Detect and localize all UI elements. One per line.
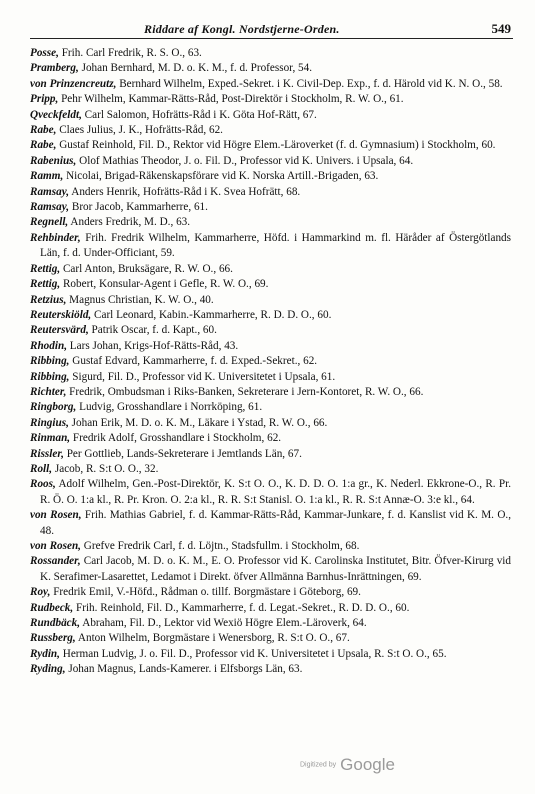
entry-surname: Rissler, [30, 447, 64, 460]
entry-details: Carl Salomon, Hofrätts-Råd i K. Göta Hof-Rätt, 67. [84, 108, 317, 121]
digitization-watermark [300, 755, 395, 775]
entry-details: Ludvig, Grosshandlare i Norrköping, 61. [79, 401, 263, 414]
entry-details: Herman Ludvig, J. o. Fil. D., Professor vid K. Universitetet i Upsala, R. S:t O. O., 65. [62, 647, 447, 660]
digitized-label: Digitized by [299, 761, 337, 769]
register-entry [30, 601, 511, 616]
register-entry [30, 616, 511, 631]
entry-details: Frih. Fredrik Wilhelm, Kammarherre, Höfd. i Hammarkind m. fl. Häråder af Östergötlands Län, f. d. Under-Officiant, 59. [40, 231, 512, 260]
register-entry [30, 308, 511, 323]
register-entry [30, 138, 511, 153]
register-entry [30, 631, 511, 646]
entry-details: Robert, Konsular-Agent i Gefle, R. W. O., 69. [62, 278, 269, 291]
entry-details: Carl Leonard, Kabin.-Kammarherre, R. D. D. O., 60. [94, 308, 332, 321]
register-entry [30, 385, 511, 400]
entry-details: Jacob, R. S:t O. O., 32. [54, 462, 159, 475]
entry-details: Gustaf Edvard, Kammarherre, f. d. Exped.-Sekret., 62. [72, 355, 318, 368]
entry-surname: Pramberg, [30, 62, 79, 75]
entry-details: Carl Anton, Bruksägare, R. W. O., 66. [62, 262, 233, 275]
entry-surname: Ramsay, [30, 185, 70, 198]
entry-details: Bernhard Wilhelm, Exped.-Sekret. i K. Civil-Dep. Exp., f. d. Härold vid K. N. O., 58. [119, 77, 503, 90]
entry-surname: Regnell, [30, 216, 69, 229]
page-number: 549 [491, 21, 511, 36]
entry-surname: Roos, [30, 478, 56, 491]
entry-surname: Rettig, [30, 262, 61, 275]
entry-surname: von Prinzencreutz, [30, 77, 117, 90]
entry-details: Frih. Carl Fredrik, R. S. O., 63. [61, 47, 202, 59]
entry-surname: Rossander, [30, 555, 81, 568]
register-entry [30, 370, 511, 385]
entry-details: Johan Magnus, Lands-Kamerer. i Elfsborgs Län, 63. [68, 663, 303, 676]
entry-surname: Rehbinder, [30, 231, 81, 244]
entry-surname: Rudbeck, [30, 601, 74, 614]
register-entry [30, 354, 511, 369]
entry-details: Johan Erik, M. D. o. K. M., Läkare i Ystad, R. W. O., 66. [71, 416, 328, 429]
entry-details: Adolf Wilhelm, Gen.-Post-Direktör, K. S:t O. O., K. D. D. O. 1:a gr., K. Nederl. Ekkrone-O., R. Pr. R. Ö. O. 1:a kl., R. Pr. Kron. O. 2:a kl., R. R. S:t Stanisl. O. 1:a kl., R. R. S:t Annæ-O. 3:e kl., 64. [40, 478, 511, 506]
register-entry [30, 123, 511, 138]
register-entry [30, 293, 511, 308]
register-entry [30, 262, 511, 277]
entry-surname: Ringius, [30, 416, 69, 429]
register-entry [30, 339, 511, 354]
entry-details: Abraham, Fil. D., Lektor vid Wexiö Högre Elem.-Läroverk, 64. [82, 617, 367, 630]
running-title: Riddare af Kongl. Nordstjerne-Orden. [144, 22, 340, 36]
entry-surname: Ribbing, [30, 370, 70, 383]
entry-surname: Russberg, [30, 632, 76, 645]
entry-details: Frih. Mathias Gabriel, f. d. Kammar-Rätts-Råd, Kammar-Junkare, f. d. Kanslist vid K. M. O., 48. [40, 509, 511, 537]
register-entry [30, 46, 511, 61]
register-entry [30, 108, 511, 123]
register-entry [30, 92, 511, 107]
entry-surname: Ryding, [30, 663, 66, 676]
entry-surname: Posse, [30, 47, 59, 59]
entry-surname: Rydin, [30, 647, 60, 660]
entry-surname: Reuterskiöld, [30, 308, 92, 321]
entry-surname: Richter, [30, 385, 67, 398]
entry-details: Carl Jacob, M. D. o. K. M., E. O. Professor vid K. Carolinska Institutet, Bitr. Öfver-Kirurg vid K. Serafimer-Lasarettet, Ledamot i Direkt. öfver Allmänna Barnhus-Inrättningen, 69. [40, 555, 512, 583]
entry-details: Bror Jacob, Kammarherre, 61. [71, 201, 208, 214]
entry-details: Frih. Reinhold, Fil. D., Kammarherre, f. d. Legat.-Sekret., R. D. D. O., 60. [76, 601, 410, 614]
entry-details: Lars Johan, Krigs-Hof-Rätts-Råd, 43. [69, 339, 239, 352]
register-entry [30, 323, 511, 338]
entry-details: Anton Wilhelm, Borgmästare i Wenersborg, R. S:t O. O., 67. [77, 632, 350, 645]
register-entry [30, 539, 511, 554]
entry-surname: Qveckfeldt, [30, 108, 82, 121]
register-entry [30, 185, 511, 200]
register-entry [30, 416, 511, 431]
running-header [30, 20, 513, 39]
entry-details: Claes Julius, J. K., Hofrätts-Råd, 62. [59, 124, 223, 137]
entry-surname: Rhodin, [30, 339, 67, 352]
register-entry [30, 215, 511, 230]
register-entry [30, 169, 511, 184]
register-entry [30, 585, 511, 600]
entry-surname: Rundbäck, [30, 617, 81, 630]
entry-surname: Rinman, [30, 432, 71, 445]
register-entry [30, 477, 511, 508]
register-entries [30, 46, 511, 678]
entry-details: Patrik Oscar, f. d. Kapt., 60. [91, 324, 217, 337]
entry-details: Johan Bernhard, M. D. o. K. M., f. d. Professor, 54. [81, 62, 313, 75]
entry-surname: Roy, [30, 586, 51, 599]
entry-details: Olof Mathias Theodor, J. o. Fil. D., Professor vid K. Univers. i Upsala, 64. [79, 154, 414, 167]
entry-surname: Rabenius, [30, 154, 77, 167]
entry-details: Magnus Christian, K. W. O., 40. [69, 293, 214, 306]
register-entry [30, 277, 511, 292]
register-entry [30, 61, 511, 76]
entry-surname: Pripp, [30, 93, 59, 106]
entry-surname: Rettig, [30, 278, 61, 291]
register-entry [30, 200, 511, 215]
register-entry [30, 77, 511, 92]
google-logo: Google [340, 755, 395, 774]
entry-details: Pehr Wilhelm, Kammar-Rätts-Råd, Post-Direktör i Stockholm, R. W. O., 61. [61, 93, 404, 106]
entry-surname: Ringborg, [30, 401, 77, 414]
register-entry [30, 662, 511, 677]
entry-details: Per Gottlieb, Lands-Sekreterare i Jemtlands Län, 67. [66, 447, 302, 460]
entry-surname: Ramm, [30, 170, 64, 183]
entry-surname: Reutersvärd, [30, 324, 89, 337]
entry-surname: Ramsay, [30, 201, 70, 214]
entry-surname: von Rosen, [30, 509, 82, 522]
entry-details: Anders Henrik, Hofrätts-Råd i K. Svea Hofrätt, 68. [71, 185, 301, 198]
entry-details: Anders Fredrik, M. D., 63. [70, 216, 191, 229]
entry-details: Sigurd, Fil. D., Professor vid K. Universitetet i Upsala, 61. [72, 370, 336, 383]
register-entry [30, 447, 511, 462]
entry-surname: Roll, [30, 462, 53, 475]
register-entry [30, 400, 511, 415]
entry-surname: Rabe, [30, 139, 57, 152]
entry-details: Fredrik Emil, V.-Höfd., Rådman o. tillf. Borgmästare i Göteborg, 69. [53, 586, 361, 599]
entry-details: Fredrik, Ombudsman i Riks-Banken, Sekreterare i Jern-Kontoret, R. W. O., 66. [69, 385, 424, 398]
register-entry [30, 231, 511, 262]
register-entry [30, 554, 511, 585]
entry-details: Gustaf Reinhold, Fil. D., Rektor vid Högre Elem.-Läroverket (f. d. Gymnasium) i Stockholm, 60. [59, 139, 496, 152]
entry-details: Nicolai, Brigad-Räkenskapsförare vid K. Norska Artill.-Brigaden, 63. [66, 170, 379, 183]
register-entry [30, 431, 511, 446]
entry-surname: Rabe, [30, 124, 57, 137]
register-entry [30, 508, 511, 539]
register-entry [30, 154, 511, 169]
register-entry [30, 462, 511, 477]
entry-details: Fredrik Adolf, Grosshandlare i Stockholm, 62. [72, 432, 282, 445]
register-entry [30, 647, 511, 662]
entry-surname: Retzius, [30, 293, 67, 306]
entry-details: Grefve Fredrik Carl, f. d. Löjtn., Stadsfullm. i Stockholm, 68. [83, 540, 360, 552]
entry-surname: von Rosen, [30, 540, 81, 552]
entry-surname: Ribbing, [30, 355, 70, 368]
